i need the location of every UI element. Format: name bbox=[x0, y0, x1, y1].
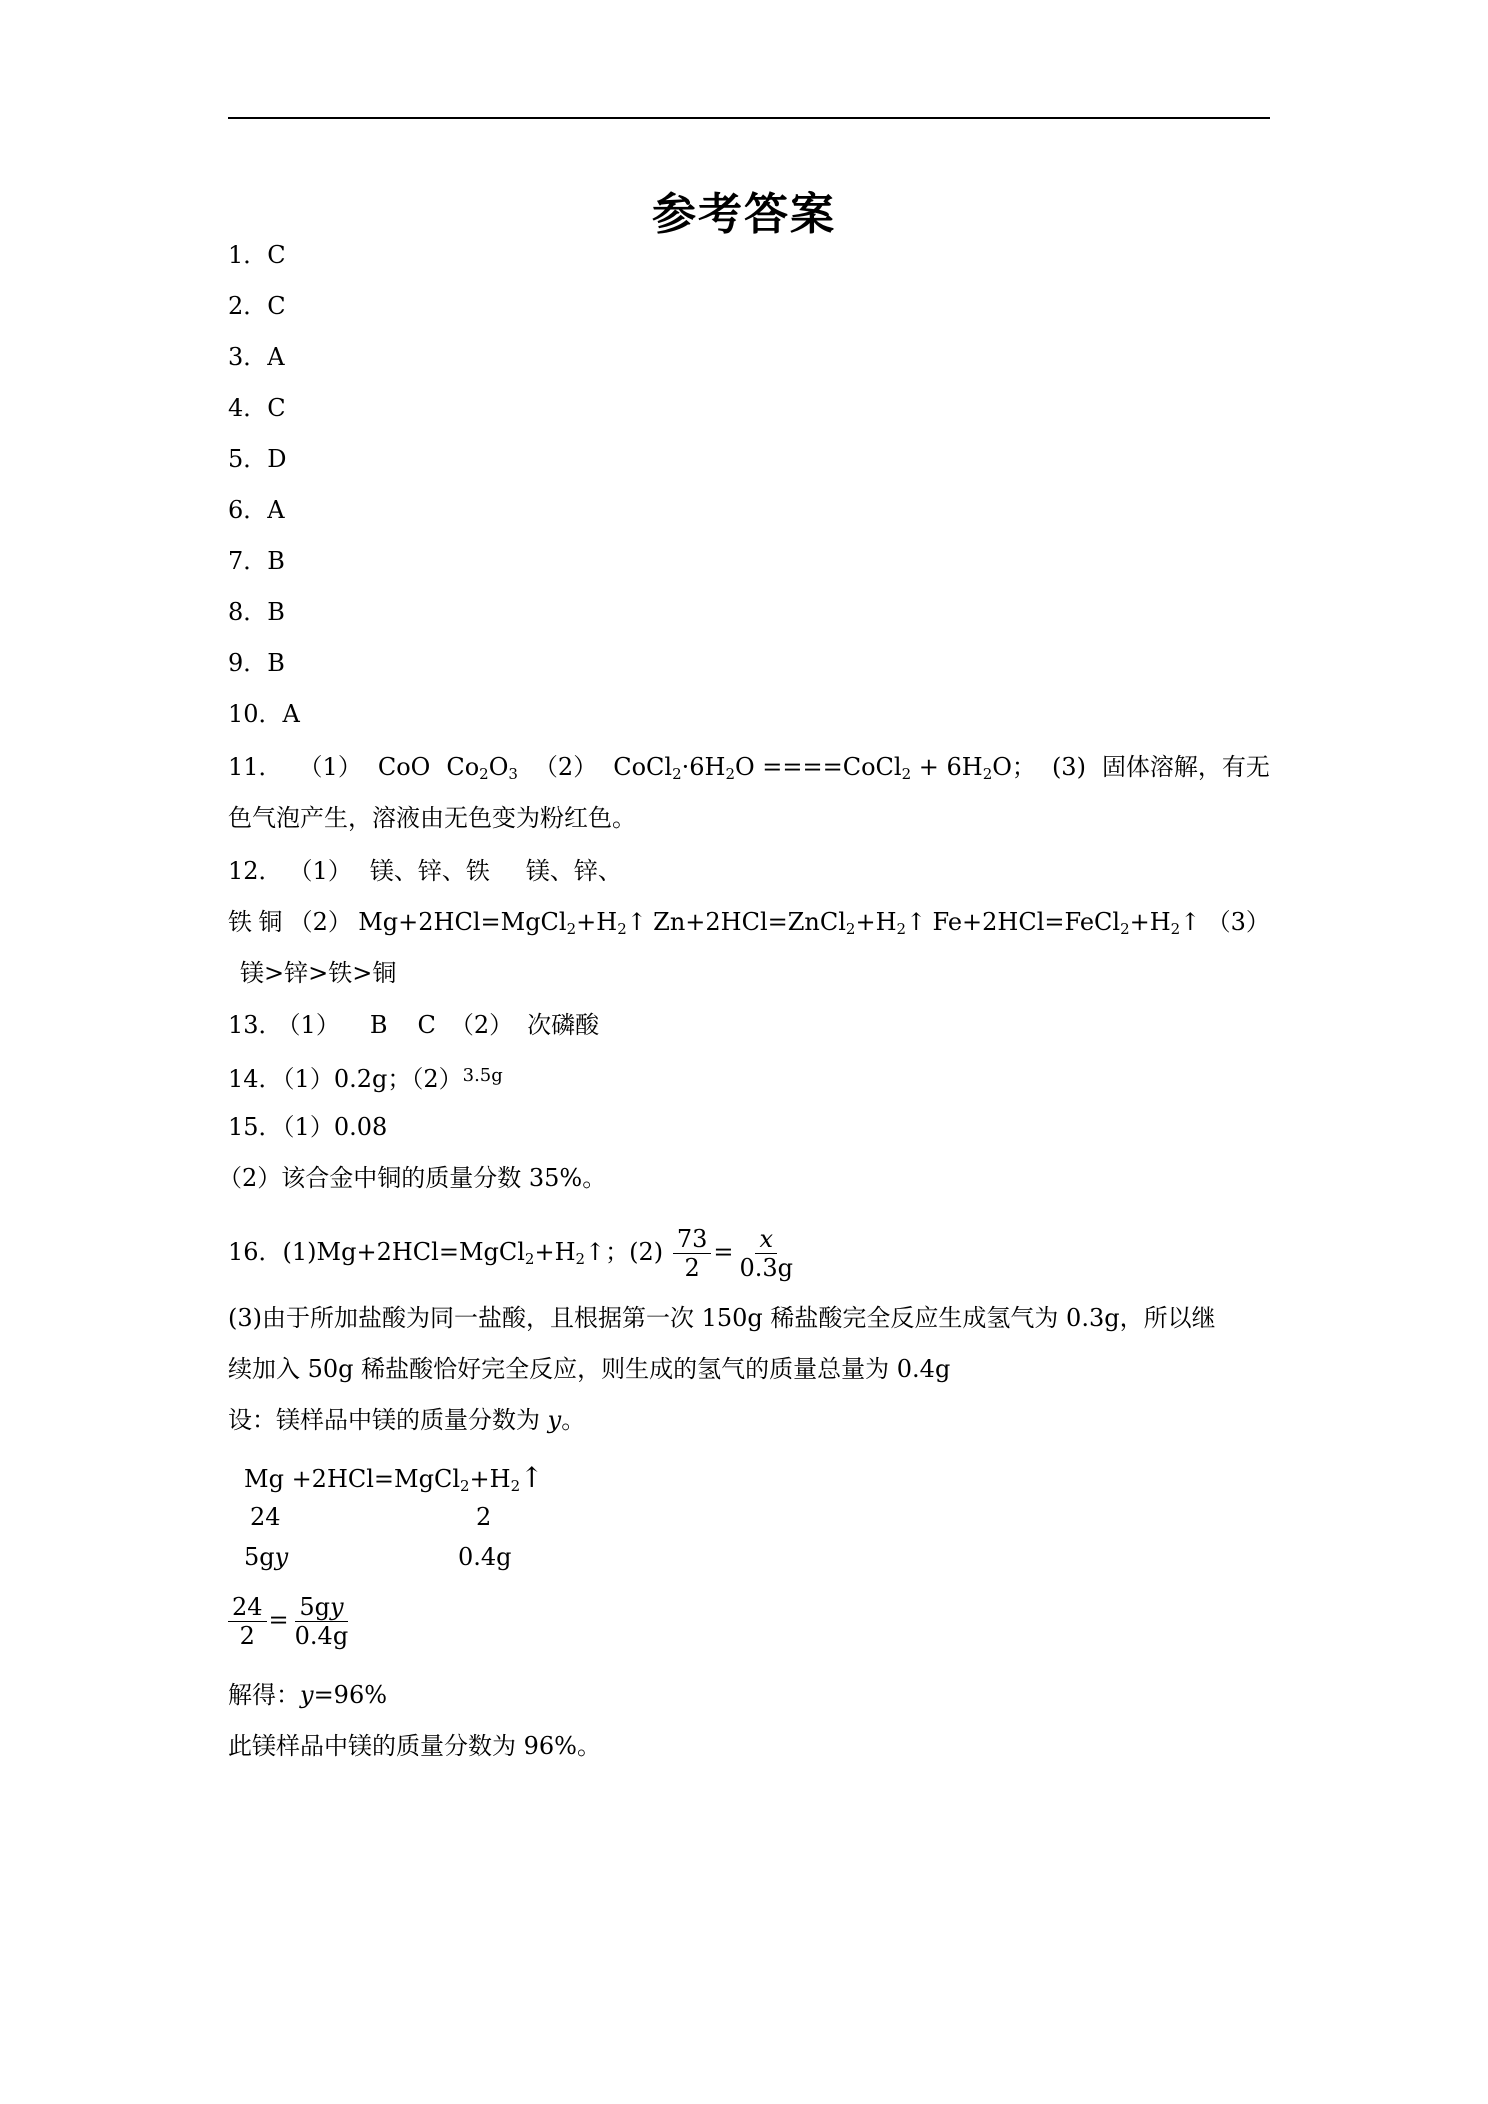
answer-11-line1: 11． （1） CoO $Co_2O_3$ （2） $CoCl_2\cdot 6H_2O$ ====CoCl$_2$ + $6H_2O$； (3) 固体溶解，有无 bbox=[228, 753, 1270, 783]
answer-15-line1: 15．（1）0.08 bbox=[228, 1113, 388, 1141]
answer-12-line1: 12． （1） 镁、锌、铁 镁、锌、 bbox=[228, 857, 622, 885]
fraction-73-over-2: $\frac{73}{2}$ bbox=[673, 1225, 712, 1282]
answer-2: 2．C bbox=[228, 292, 286, 320]
answer-1: 1．C bbox=[228, 241, 286, 269]
fraction-x-over-0.3g: $\frac{x}{0.3g}$ bbox=[739, 1225, 793, 1282]
reaction-equation: $Mg +2HCl=MgCl_2+H_2↑$ bbox=[244, 1461, 544, 1495]
answer-7: 7．B bbox=[228, 547, 285, 575]
page-title: 参考答案 bbox=[652, 189, 836, 240]
answer-8: 8．B bbox=[228, 598, 285, 626]
answer-16-part3-line2: 续加入 50g 稀盐酸恰好完全反应，则生成的氢气的质量总量为 0.4g bbox=[228, 1355, 951, 1383]
answer-12-line3: 镁>锌>铁>铜 bbox=[240, 959, 397, 987]
fraction-5gy-over-0.4g: $\frac{5gy}{0.4g}$ bbox=[294, 1593, 349, 1650]
answer-16-part3-line1: (3)由于所加盐酸为同一盐酸，且根据第一次 150g 稀盐酸完全反应生成氢气为 0.3g，所以继 bbox=[228, 1304, 1216, 1332]
answer-9: 9．B bbox=[228, 649, 285, 677]
reaction-unknown-left: 5gy bbox=[244, 1543, 289, 1571]
answer-13: 13． （1） B C （2） 次磷酸 bbox=[228, 1011, 600, 1039]
answer-14: 14．（1）0.2g；$(2)^{3.5g}$ bbox=[228, 1065, 503, 1093]
answer-5: 5．D bbox=[228, 445, 287, 473]
reaction-ratio-left: 24 bbox=[250, 1503, 281, 1531]
answer-15-line2: （2）该合金中铜的质量分数 35%。 bbox=[218, 1164, 607, 1192]
reaction-unknown-right: 0.4g bbox=[458, 1543, 512, 1571]
answer-16-set: 设：镁样品中镁的质量分数为 y。 bbox=[228, 1406, 586, 1434]
answer-16-line1: 16．$(1)Mg+2HCl=MgCl_2+H_2↑$；(2) $\frac{73}{2}$ = $\frac{x}{0.3g}$ bbox=[228, 1220, 799, 1284]
header-rule bbox=[228, 117, 1270, 119]
conclusion-line: 此镁样品中镁的质量分数为 96%。 bbox=[228, 1732, 601, 1760]
solution-line: 解得：y=96% bbox=[228, 1681, 388, 1709]
answer-11-line2: 色气泡产生，溶液由无色变为粉红色。 bbox=[228, 804, 636, 832]
reaction-ratio-right: 2 bbox=[476, 1503, 492, 1531]
answer-12-line2: 铁 铜 （2） $Mg+2HCl=MgCl_2+H_2↑$ $Zn+2HCl=ZnCl_2+H_2↑$ $Fe+2HCl=FeCl_2+H_2↑$ （3） bbox=[228, 908, 1270, 938]
fraction-24-over-2: $\frac{24}{2}$ bbox=[228, 1593, 267, 1650]
answer-3: 3．A bbox=[228, 343, 285, 371]
answer-4: 4．C bbox=[228, 394, 286, 422]
answer-10: 10．A bbox=[228, 700, 300, 728]
proportion-equation: $\frac{24}{2}$ = $\frac{5gy}{0.4g}$ bbox=[226, 1593, 354, 1650]
answer-6: 6．A bbox=[228, 496, 285, 524]
